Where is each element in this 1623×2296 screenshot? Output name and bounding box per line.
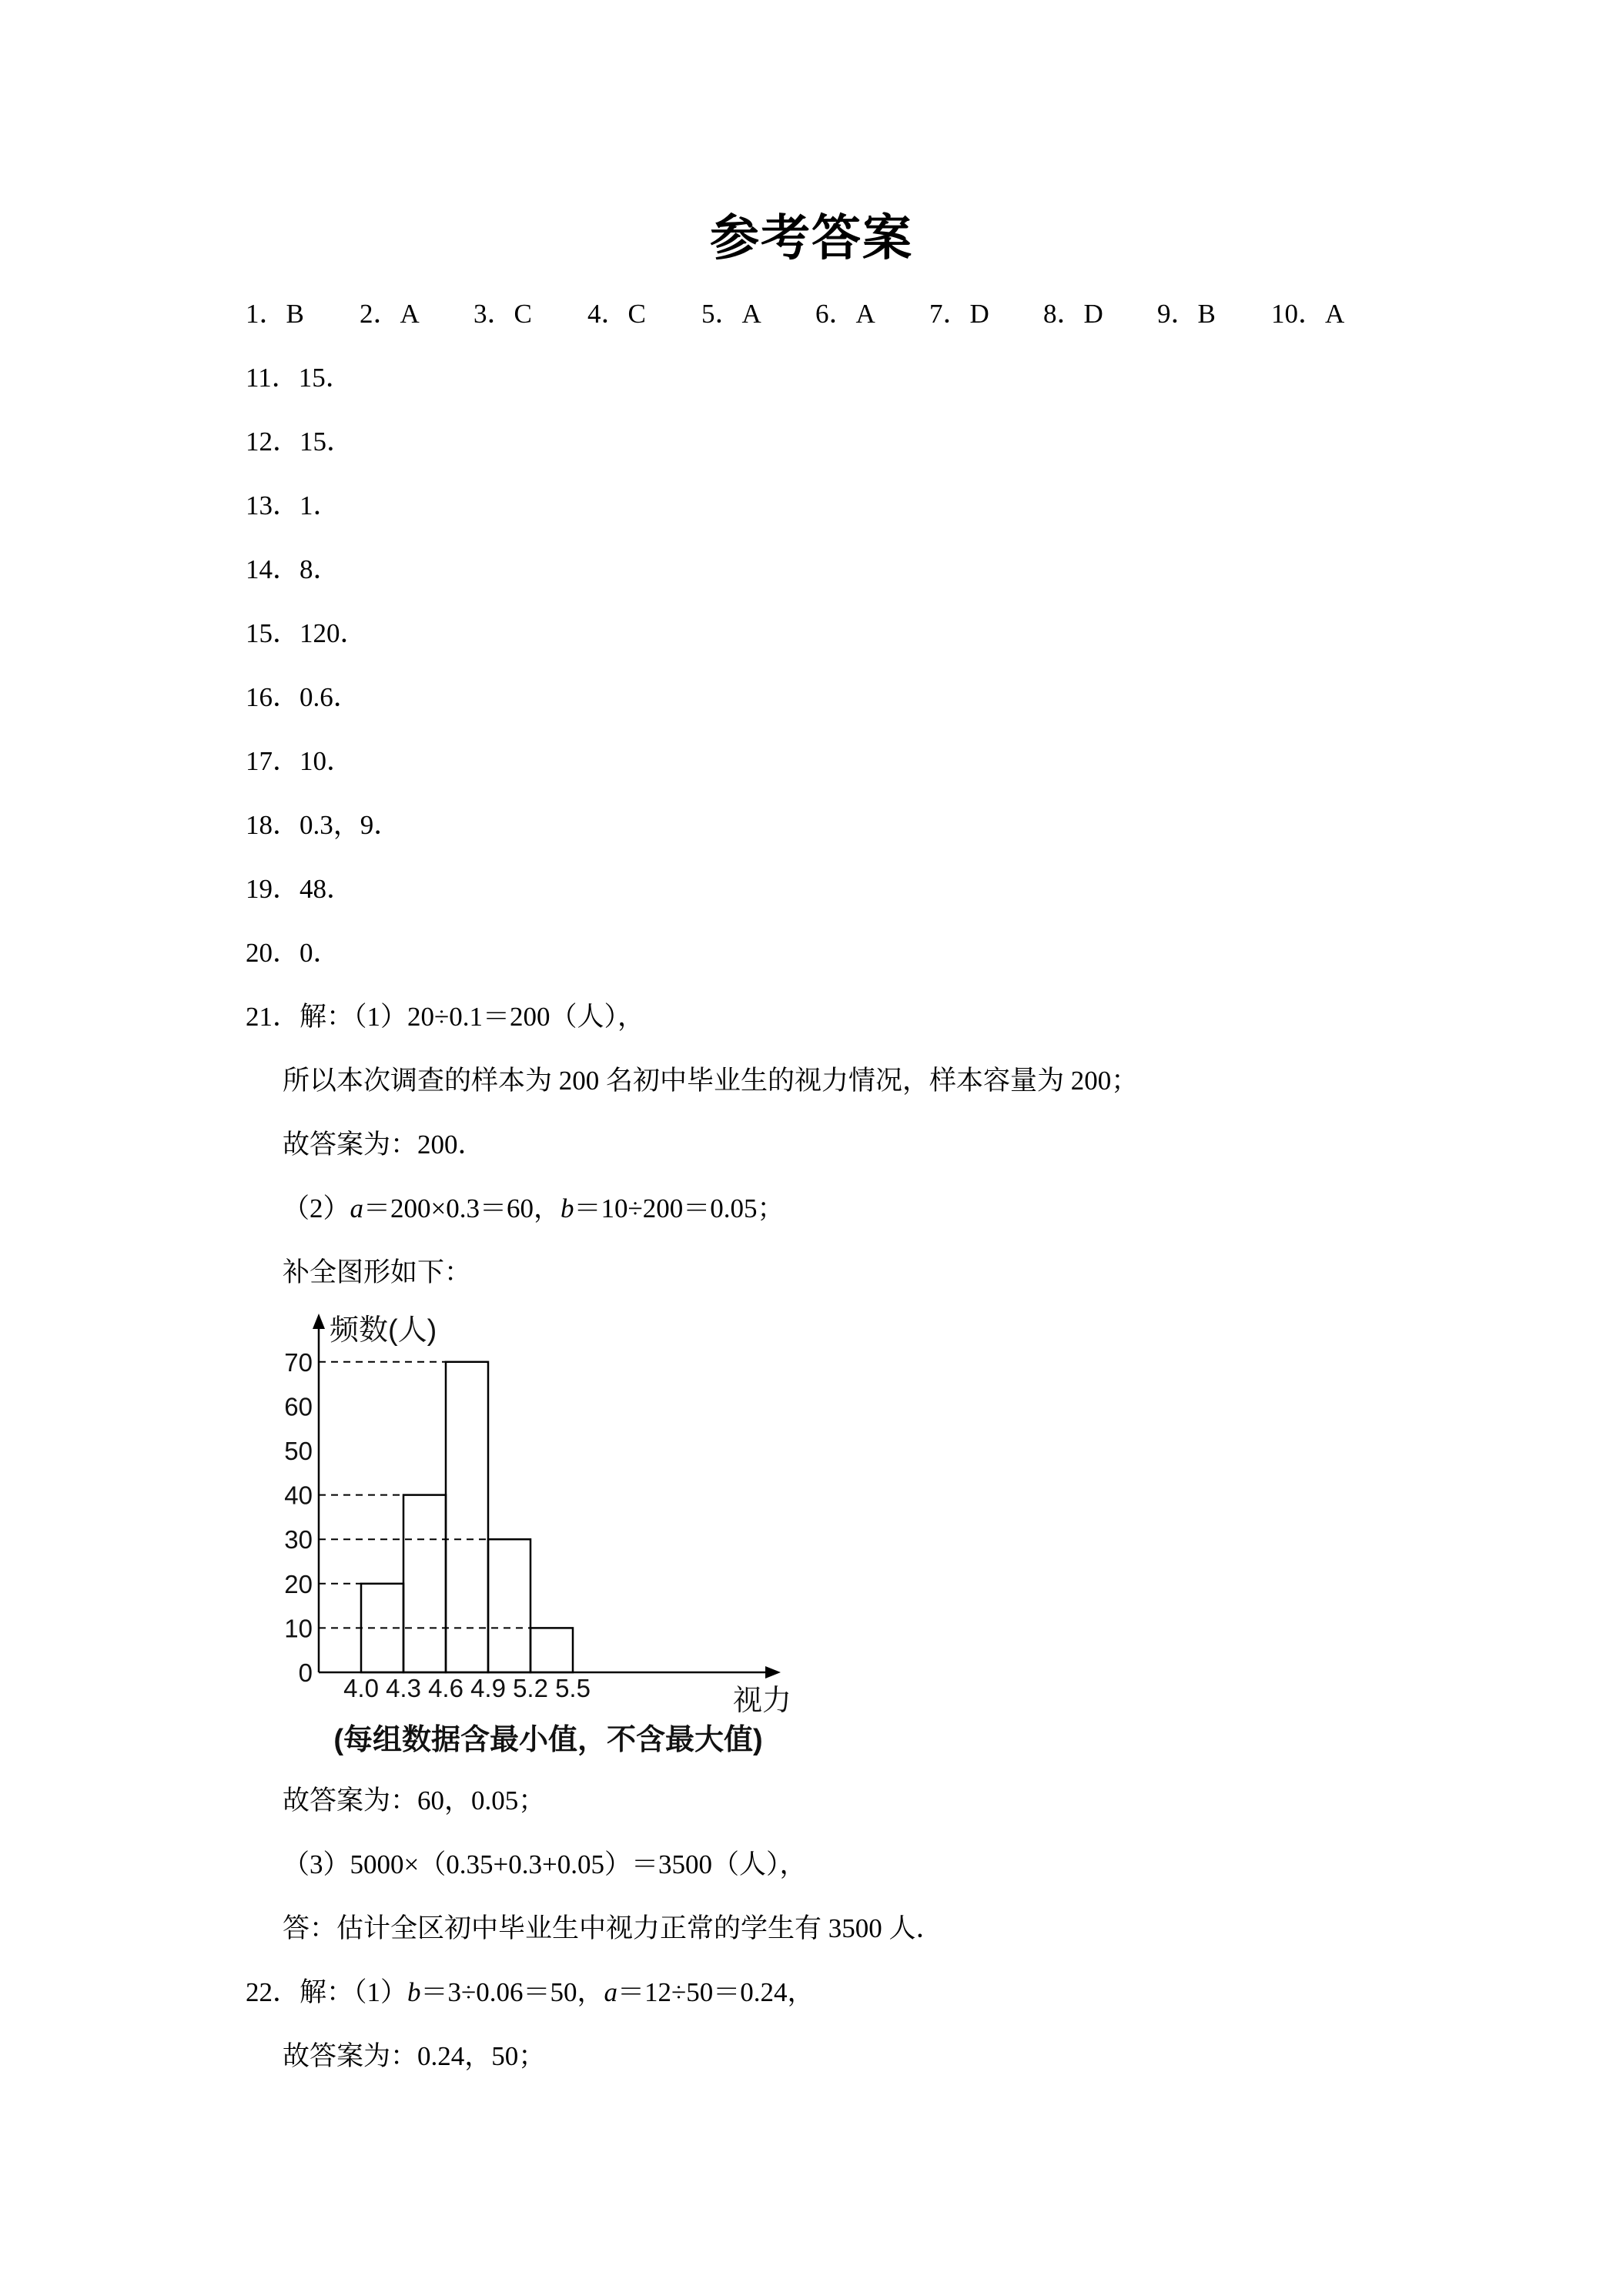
q21-answer-2: 故答案为：60，0.05；: [283, 1786, 546, 1816]
x-tick-label: 5.5: [555, 1674, 591, 1702]
variable-a: a: [604, 1977, 617, 2007]
fill-answer: 14．8．: [246, 554, 340, 584]
choice-answers-row: [246, 282, 1554, 346]
choice-answer: 9．B: [1157, 299, 1216, 329]
y-axis-arrow-icon: [313, 1314, 325, 1329]
y-axis-label: 频数(人): [330, 1314, 437, 1347]
expression-a: ＝12÷50＝0.24，: [617, 1977, 815, 2007]
y-tick-label: 20: [284, 1569, 313, 1598]
q21-sample-statement: 所以本次调查的样本为 200 名初中毕业生的视力情况，样本容量为 200；: [283, 1066, 1139, 1096]
fill-answer: 12．15．: [246, 427, 354, 457]
q21-part3-equation: （3）5000×（0.35+0.3+0.05）＝3500（人），: [283, 1849, 807, 1879]
fill-answer: 19．48．: [246, 874, 354, 904]
q21-figure-intro: 补全图形如下：: [283, 1257, 472, 1287]
y-tick-label: 30: [284, 1525, 313, 1555]
x-tick-label: 5.2: [513, 1674, 548, 1702]
histogram-figure: [246, 1304, 1554, 1769]
y-tick-label: 50: [284, 1437, 313, 1465]
variable-b: b: [407, 1977, 421, 2007]
y-tick-label: 70: [284, 1347, 313, 1377]
x-axis-arrow-icon: [765, 1666, 781, 1678]
variable-b: b: [561, 1193, 574, 1223]
choice-answer: 3．C: [474, 299, 532, 329]
choice-answer: 7．D: [929, 299, 989, 329]
x-tick-label: 4.0: [343, 1674, 379, 1702]
choice-answer: 5．A: [701, 299, 761, 329]
part-prefix: （2）: [283, 1193, 350, 1223]
histogram-bar: [446, 1362, 488, 1672]
variable-a: a: [350, 1193, 364, 1223]
fill-answer: 13．1．: [246, 490, 340, 520]
fill-answer: 15．120．: [246, 618, 367, 648]
y-tick-label: 10: [284, 1614, 313, 1643]
choice-answer: 1．B: [246, 299, 304, 329]
q22-answer: 故答案为：0.24，50；: [283, 2041, 546, 2071]
choice-answer: 8．D: [1043, 299, 1103, 329]
y-tick-label: 60: [284, 1392, 313, 1421]
q21-conclusion: 答：估计全区初中毕业生中视力正常的学生有 3500 人．: [283, 1913, 943, 1943]
y-tick-label: 0: [298, 1658, 313, 1687]
x-tick-label: 4.3: [386, 1674, 421, 1702]
page-title: 参考答案: [710, 211, 913, 266]
q21-answer-1: 故答案为：200．: [283, 1130, 485, 1160]
expression-a: ＝200×0.3＝60，: [363, 1193, 561, 1223]
answer-content: [246, 282, 1554, 2088]
q21-part2-equation: [246, 1176, 1554, 1240]
part-prefix: 22．解：（1）: [246, 1977, 408, 2007]
choice-answer: 6．A: [815, 299, 875, 329]
choice-answer: 2．A: [360, 299, 420, 329]
fill-answer: 17．10．: [246, 746, 354, 776]
expression-b: ＝10÷200＝0.05；: [574, 1193, 785, 1223]
fill-answer: 18．0.3，9．: [246, 810, 401, 840]
histogram-bar: [530, 1628, 573, 1672]
q21-solution-line: 21．解：（1）20÷0.1＝200（人），: [246, 1002, 644, 1032]
histogram-bar: [403, 1495, 446, 1672]
histogram-bar: [488, 1539, 530, 1672]
x-axis-label: 视力: [732, 1685, 792, 1717]
q22-solution-line: [246, 1960, 1554, 2024]
expression-b: ＝3÷0.06＝50，: [420, 1977, 604, 2007]
histogram-chart: [277, 1304, 816, 1769]
choice-answer: 4．C: [587, 299, 646, 329]
chart-caption: (每组数据含最小值，不含最大值): [333, 1724, 763, 1756]
fill-answer: 16．0.6．: [246, 682, 360, 712]
x-tick-label: 4.6: [428, 1674, 463, 1702]
fill-answer: 20．0．: [246, 938, 340, 968]
x-tick-label: 4.9: [470, 1674, 506, 1702]
choice-answer: 10．A: [1271, 299, 1345, 329]
y-tick-label: 40: [284, 1481, 313, 1510]
fill-answer: 11．15．: [246, 363, 353, 393]
